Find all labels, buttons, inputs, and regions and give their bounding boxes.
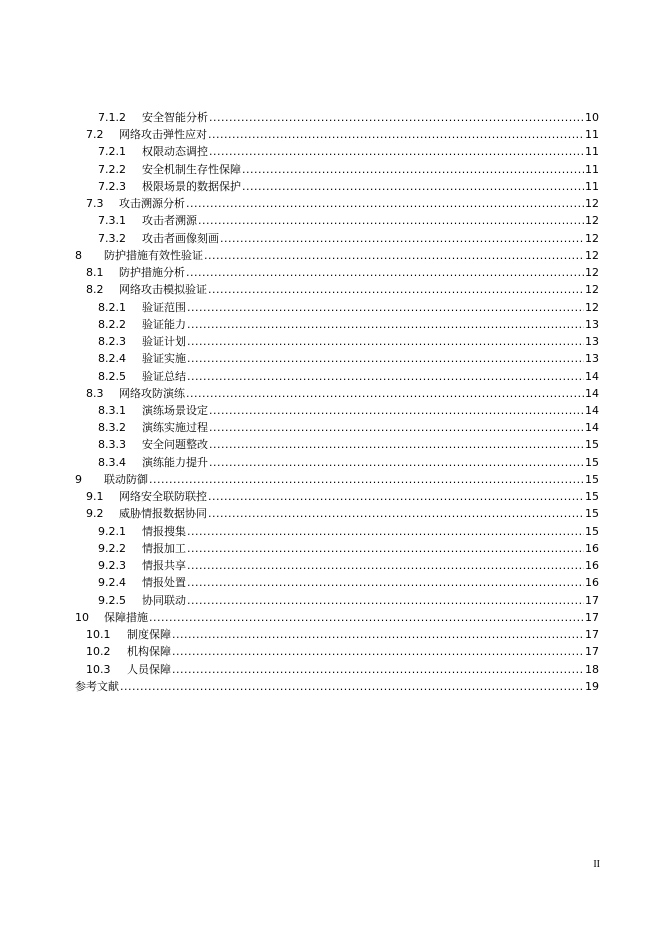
- toc-entry-number: 9.2.2: [98, 541, 126, 555]
- toc-dot-leader: [204, 247, 584, 264]
- toc-entry-page: 17: [585, 610, 599, 624]
- toc-dot-leader: [220, 230, 584, 247]
- toc-dot-leader: [209, 419, 584, 436]
- toc-entry-number: 7.2.3: [98, 179, 126, 193]
- toc-entry-title: 验证总结: [142, 369, 186, 383]
- toc-dot-leader: [172, 661, 584, 678]
- toc-entry-number: 8.2.4: [98, 352, 126, 366]
- toc-entry[interactable]: [98, 230, 599, 247]
- toc-entry-title: 网络攻防演练: [119, 386, 185, 400]
- toc-entry-title: 威胁情报数据协同: [119, 507, 207, 521]
- toc-entry-page: 11: [585, 162, 599, 176]
- toc-entry-number: 8.1: [86, 266, 104, 280]
- toc-entry[interactable]: [98, 109, 599, 126]
- toc-entry-line: [98, 212, 599, 229]
- toc-entry-line: [86, 488, 599, 505]
- toc-entry-line: [98, 109, 599, 126]
- toc-dot-leader: [187, 316, 584, 333]
- toc-entry-title: 情报共享: [142, 559, 186, 573]
- toc-entry-number: 8.2.2: [98, 317, 126, 331]
- toc-entry-title: 安全问题整改: [142, 438, 208, 452]
- toc-entry-title: 制度保障: [127, 628, 171, 642]
- toc-entry-line: [98, 143, 599, 160]
- toc-entry-title: 防护措施有效性验证: [104, 248, 203, 262]
- toc-entry-number: 9.2.3: [98, 559, 126, 573]
- toc-entry-line: [86, 126, 599, 143]
- toc-entry-page: 12: [585, 266, 599, 280]
- toc-dot-leader: [209, 109, 584, 126]
- toc-entry-title: 演练实施过程: [142, 421, 208, 435]
- toc-entry-page: 17: [585, 593, 599, 607]
- toc-dot-leader: [198, 212, 584, 229]
- toc-entry-number: 7.3.1: [98, 214, 126, 228]
- toc-entry-title: 机构保障: [127, 645, 171, 659]
- toc-entry-number: 8.2.5: [98, 369, 126, 383]
- toc-entry-line: [98, 436, 599, 453]
- toc-entry[interactable]: [98, 574, 599, 591]
- toc-entry-line: [98, 368, 599, 385]
- toc-dot-leader: [187, 574, 584, 591]
- toc-entry-title: 网络攻击模拟验证: [119, 283, 207, 297]
- toc-dot-leader: [186, 195, 584, 212]
- toc-entry-title: 验证计划: [142, 335, 186, 349]
- toc-dot-leader: [186, 264, 584, 281]
- toc-entry[interactable]: [98, 368, 599, 385]
- toc-entry[interactable]: [86, 661, 599, 678]
- toc-entry-number: 8.3.3: [98, 438, 126, 452]
- toc-entry-number: 7.2.1: [98, 145, 126, 159]
- toc-dot-leader: [172, 626, 584, 643]
- toc-entry-number: 10.2: [86, 645, 111, 659]
- toc-entry-page: 17: [585, 628, 599, 642]
- toc-entry-line: [98, 454, 599, 471]
- toc-entry-page: 11: [585, 128, 599, 142]
- toc-entry[interactable]: [86, 488, 599, 505]
- toc-dot-leader: [209, 454, 584, 471]
- toc-dot-leader: [209, 436, 584, 453]
- toc-entry[interactable]: [75, 471, 599, 488]
- toc-entry-line: [98, 230, 599, 247]
- toc-entry-page: 15: [585, 438, 599, 452]
- toc-entry-line: [75, 678, 599, 695]
- toc-entry[interactable]: [98, 402, 599, 419]
- toc-dot-leader: [187, 333, 584, 350]
- toc-entry-page: 13: [585, 352, 599, 366]
- toc-entry-number: 8.3.2: [98, 421, 126, 435]
- toc-dot-leader: [187, 368, 584, 385]
- toc-dot-leader: [187, 592, 584, 609]
- toc-entry-page: 17: [585, 645, 599, 659]
- toc-entry[interactable]: [98, 436, 599, 453]
- toc-entry-page: 13: [585, 335, 599, 349]
- toc-entry-page: 11: [585, 179, 599, 193]
- toc-entry[interactable]: [98, 557, 599, 574]
- toc-dot-leader: [242, 178, 584, 195]
- toc-entry-page: 16: [585, 576, 599, 590]
- toc-entry-page: 15: [585, 490, 599, 504]
- toc-entry-page: 16: [585, 541, 599, 555]
- toc-entry-line: [86, 626, 599, 643]
- toc-entry-title: 情报加工: [142, 541, 186, 555]
- toc-entry-title: 情报搜集: [142, 524, 186, 538]
- toc-entry[interactable]: [98, 419, 599, 436]
- toc-entry-title: 保障措施: [104, 610, 148, 624]
- toc-entry[interactable]: [98, 143, 599, 160]
- toc-entry-line: [98, 178, 599, 195]
- toc-entry-page: 15: [585, 524, 599, 538]
- toc-entry-page: 15: [585, 455, 599, 469]
- toc-dot-leader: [208, 488, 584, 505]
- toc-entry-page: 14: [585, 421, 599, 435]
- toc-entry[interactable]: [86, 281, 599, 298]
- toc-entry[interactable]: [98, 299, 599, 316]
- toc-entry-title: 演练能力提升: [142, 455, 208, 469]
- toc-entry-number: 8.2.1: [98, 300, 126, 314]
- toc-entry-title: 攻击者画像刻画: [142, 231, 219, 245]
- toc-dot-leader: [208, 281, 584, 298]
- toc-entry-line: [75, 247, 599, 264]
- toc-entry-line: [75, 609, 599, 626]
- toc-entry-page: 18: [585, 662, 599, 676]
- toc-entry[interactable]: [98, 212, 599, 229]
- toc-entry-page: 10: [585, 111, 599, 124]
- toc-entry-page: 12: [585, 283, 599, 297]
- toc-entry-title: 人员保障: [127, 662, 171, 676]
- toc-entry-page: 13: [585, 317, 599, 331]
- toc-entry-line: [86, 643, 599, 660]
- toc-entry[interactable]: [98, 333, 599, 350]
- toc-entry-number: 10.3: [86, 662, 111, 676]
- toc-entry-title: 演练场景设定: [142, 403, 208, 417]
- toc-entry-number: 8.3.1: [98, 403, 126, 417]
- toc-entry-number: 9.2.5: [98, 593, 126, 607]
- toc-entry-title: 验证范围: [142, 300, 186, 314]
- toc-entry-line: [86, 264, 599, 281]
- footer-page-number: II: [593, 859, 600, 870]
- toc-dot-leader: [149, 471, 584, 488]
- toc-entry-title: 极限场景的数据保护: [142, 179, 241, 193]
- toc-entry[interactable]: [98, 178, 599, 195]
- toc-entry[interactable]: [98, 523, 599, 540]
- toc-entry-title: 安全机制生存性保障: [142, 162, 241, 176]
- toc-entry-page: 15: [585, 507, 599, 521]
- table-of-contents: [0, 109, 662, 695]
- toc-entry-line: [98, 592, 599, 609]
- toc-dot-leader: [209, 143, 584, 160]
- toc-entry-page: 14: [585, 386, 599, 400]
- toc-entry-number: 10.1: [86, 628, 111, 642]
- toc-dot-leader: [209, 402, 584, 419]
- toc-entry-line: [98, 557, 599, 574]
- toc-entry-page: 14: [585, 369, 599, 383]
- toc-entry-title: 网络安全联防联控: [119, 490, 207, 504]
- toc-entry-title: 验证实施: [142, 352, 186, 366]
- toc-entry[interactable]: [86, 643, 599, 660]
- toc-entry-number: 8.2: [86, 283, 104, 297]
- toc-entry[interactable]: [98, 316, 599, 333]
- toc-entry-number: 7.2.2: [98, 162, 126, 176]
- toc-entry-number: 9.2.1: [98, 524, 126, 538]
- toc-dot-leader: [187, 523, 584, 540]
- toc-entry[interactable]: [98, 454, 599, 471]
- toc-entry-number: 9.2.4: [98, 576, 126, 590]
- toc-dot-leader: [172, 643, 584, 660]
- toc-entry-line: [98, 419, 599, 436]
- toc-entry-title: 攻击溯源分析: [119, 197, 185, 211]
- toc-entry-line: [86, 281, 599, 298]
- toc-entry-line: [98, 161, 599, 178]
- toc-entry-number: 10: [75, 610, 89, 624]
- toc-dot-leader: [242, 161, 584, 178]
- toc-entry[interactable]: [75, 247, 599, 264]
- toc-entry-page: 12: [585, 248, 599, 262]
- toc-entry-title: 协同联动: [142, 593, 186, 607]
- toc-entry-line: [98, 350, 599, 367]
- toc-entry[interactable]: [98, 161, 599, 178]
- toc-entry[interactable]: [75, 609, 599, 626]
- toc-dot-leader: [208, 126, 584, 143]
- toc-entry-title: 权限动态调控: [142, 145, 208, 159]
- toc-entry[interactable]: [86, 264, 599, 281]
- toc-entry-page: 16: [585, 559, 599, 573]
- toc-entry-line: [98, 402, 599, 419]
- toc-entry[interactable]: [75, 678, 599, 695]
- toc-dot-leader: [187, 299, 584, 316]
- toc-entry[interactable]: [98, 350, 599, 367]
- toc-entry-number: 9.1: [86, 490, 104, 504]
- toc-entry-page: 14: [585, 403, 599, 417]
- toc-entry-line: [98, 540, 599, 557]
- toc-entry-page: 12: [585, 300, 599, 314]
- toc-entry-line: [75, 471, 599, 488]
- toc-entry-number: 7.3.2: [98, 231, 126, 245]
- toc-entry-line: [86, 385, 599, 402]
- toc-dot-leader: [208, 505, 584, 522]
- toc-entry-number: 9.2: [86, 507, 104, 521]
- toc-entry-number: 8: [75, 248, 82, 262]
- toc-entry-line: [98, 574, 599, 591]
- toc-dot-leader: [120, 678, 584, 695]
- toc-entry-page: 12: [585, 214, 599, 228]
- toc-entry-title: 验证能力: [142, 317, 186, 331]
- toc-entry-title: 情报处置: [142, 576, 186, 590]
- toc-entry-page: 12: [585, 197, 599, 211]
- toc-entry[interactable]: [98, 540, 599, 557]
- toc-entry-title: 参考文献: [75, 679, 119, 693]
- toc-entry-line: [86, 661, 599, 678]
- toc-entry-page: 11: [585, 145, 599, 159]
- toc-entry-page: 19: [585, 679, 599, 693]
- toc-entry-line: [86, 505, 599, 522]
- toc-entry-line: [98, 316, 599, 333]
- toc-entry-number: 7.1.2: [98, 111, 126, 124]
- toc-entry-number: 8.3.4: [98, 455, 126, 469]
- toc-entry-line: [86, 195, 599, 212]
- toc-entry[interactable]: [98, 592, 599, 609]
- toc-entry[interactable]: [86, 195, 599, 212]
- toc-entry-page: 12: [585, 231, 599, 245]
- toc-entry-number: 8.3: [86, 386, 104, 400]
- toc-entry-number: 9: [75, 472, 82, 486]
- toc-entry[interactable]: [86, 126, 599, 143]
- toc-entry-number: 7.2: [86, 128, 104, 142]
- toc-entry-title: 安全智能分析: [142, 111, 208, 124]
- toc-entry-number: 8.2.3: [98, 335, 126, 349]
- toc-dot-leader: [149, 609, 584, 626]
- toc-entry-title: 攻击者溯源: [142, 214, 197, 228]
- toc-entry[interactable]: [86, 385, 599, 402]
- toc-dot-leader: [187, 540, 584, 557]
- toc-entry[interactable]: [86, 505, 599, 522]
- toc-entry-line: [98, 333, 599, 350]
- toc-entry[interactable]: [86, 626, 599, 643]
- toc-dot-leader: [187, 350, 584, 367]
- toc-dot-leader: [186, 385, 584, 402]
- toc-entry-title: 网络攻击弹性应对: [119, 128, 207, 142]
- toc-entry-number: 7.3: [86, 197, 104, 211]
- toc-dot-leader: [187, 557, 584, 574]
- toc-entry-page: 15: [585, 472, 599, 486]
- toc-entry-line: [98, 523, 599, 540]
- toc-entry-title: 防护措施分析: [119, 266, 185, 280]
- toc-entry-line: [98, 299, 599, 316]
- toc-entry-title: 联动防御: [104, 472, 148, 486]
